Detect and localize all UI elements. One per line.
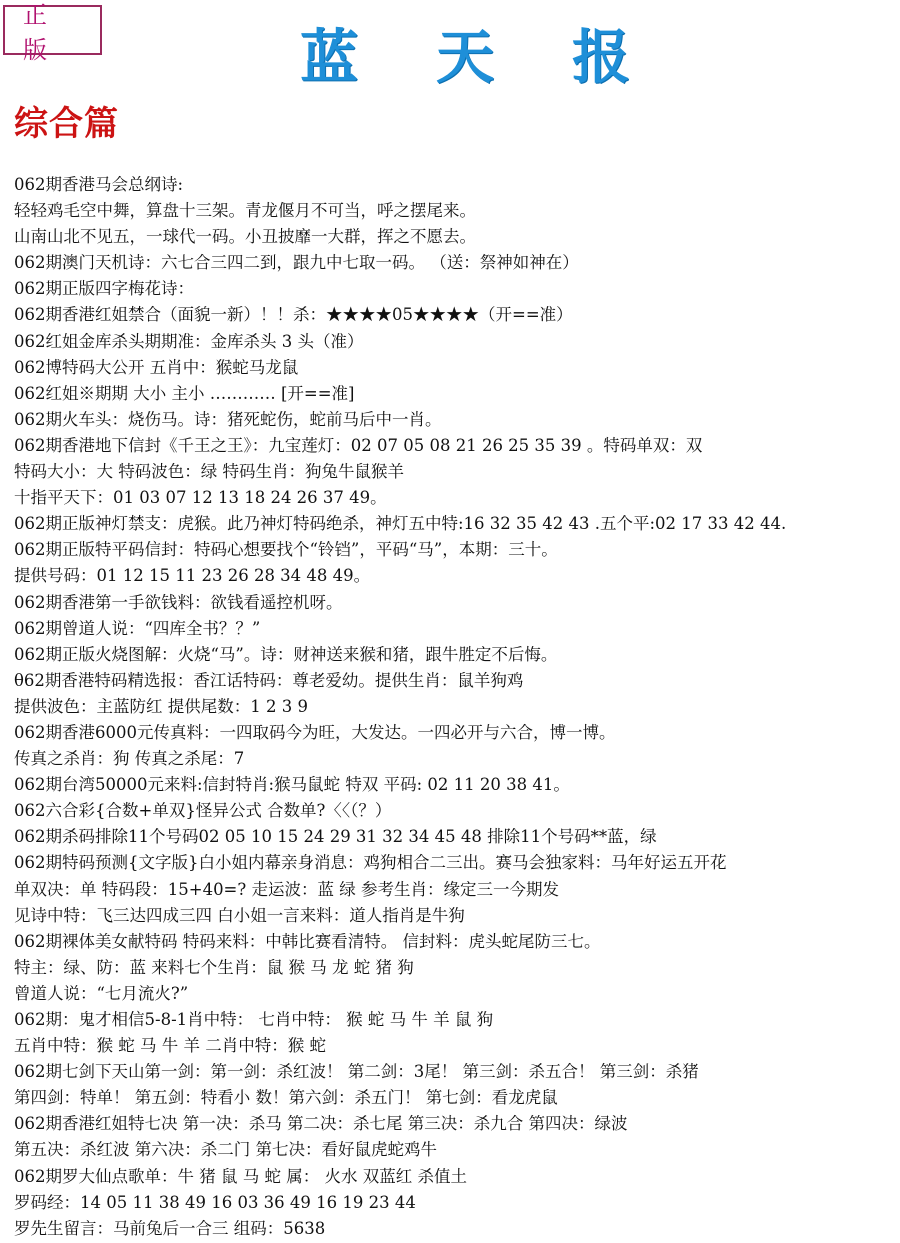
text-line: 062期正版四字梅花诗： [14, 279, 194, 299]
text-line: 单双决：单 特码段：15+40=? 走运波：蓝 绿 参考生肖：缘定三一今期发 [14, 879, 559, 899]
text-line: 062期香港红姐禁合（面貌一新）！！杀：★★★★05★★★★（开==准） [14, 305, 573, 325]
text-line: 062期正版火烧图解：火烧“马”。诗：财神送来猴和猪，跟牛胜定不后悔。 [14, 644, 558, 664]
text-line: 062红姐金库杀头期期准：金库杀头 3 头（准） [14, 331, 364, 351]
text-line: 062博特码大公开 五肖中：猴蛇马龙鼠 [14, 357, 299, 377]
text-line: 罗先生留言：马前兔后一合三 组码：5638 [14, 1218, 326, 1238]
section-title: 综合篇 [14, 104, 119, 144]
article-body [14, 172, 894, 1242]
text-line: 062期火车头：烧伤马。诗：猪死蛇伤，蛇前马后中一肖。 [14, 409, 442, 429]
text-line: 062期香港第一手欲钱料：欲钱看遥控机呀。 [14, 592, 343, 612]
text-line: 062期罗大仙点歌单：牛 猪 鼠 马 蛇 属： 火水 双蓝红 杀值土 [14, 1166, 467, 1186]
text-line: 提供号码：01 12 15 11 23 26 28 34 48 49。 [14, 566, 371, 586]
text-line: 062期裸体美女献特码 特码来料：中韩比赛看清特。 信封料：虎头蛇尾防三七。 [14, 931, 601, 951]
text-line: 062期香港红姐特七决 第一决：杀马 第二决：杀七尾 第三决：杀九合 第四决：绿波 [14, 1114, 628, 1134]
stamp-text: 正版 [23, 1, 69, 64]
text-line: 特主：绿、防：蓝 来料七个生肖：鼠 猴 马 龙 蛇 猪 狗 [14, 957, 414, 977]
genuine-edition-stamp [3, 1, 102, 64]
text-line: 062期香港地下信封《千王之王》：九宝莲灯：02 07 05 08 21 26 25 35 39 。特码单双：双 [14, 435, 703, 455]
text-line: θ62期香港特码精选报：香江话特码：尊老爱幼。提供生肖：鼠羊狗鸡 [14, 670, 524, 690]
text-line: 062期曾道人说：“四库全书？？” [14, 618, 261, 638]
text-line: 第四剑：特单！ 第五剑：特看小 数！第六剑：杀五门！ 第七剑：看龙虎鼠 [14, 1088, 558, 1108]
masthead-char-3: 报 [571, 23, 630, 91]
text-line: 062期澳门天机诗：六七合三四二到，跟九中七取一码。 （送：祭神如神在） [14, 253, 579, 273]
text-line: 提供波色：主蓝防红 提供尾数：1 2 3 9 [14, 696, 308, 716]
text-line: 十指平天下：01 03 07 12 13 18 24 26 37 49。 [14, 488, 387, 508]
text-line: 062期正版特平码信封：特码心想要找个“铃铛”，平码“马”，本期：三十。 [14, 540, 558, 560]
masthead-char-1: 蓝 [300, 23, 359, 91]
text-line: 062期香港6000元传真料：一四取码今为旺，大发达。一四必开与六合，博一博。 [14, 722, 616, 742]
text-line: 山南山北不见五，一球代一码。小丑披靡一大群，挥之不愿去。 [14, 227, 476, 247]
text-line: 第五决：杀红波 第六决：杀二门 第七决：看好鼠虎蛇鸡牛 [14, 1140, 437, 1160]
text-line: 062期正版神灯禁支：虎猴。此乃神灯特码绝杀，神灯五中特:16 32 35 42 43 .五个平:02 17 33 42 44. [14, 514, 787, 534]
text-line: 062期台湾50000元来料:信封特肖:猴马鼠蛇 特双 平码: 02 11 20 38 41。 [14, 775, 570, 795]
text-line: 特码大小：大 特码波色：绿 特码生肖：狗兔牛鼠猴羊 [14, 462, 404, 482]
text-line: 罗码经：14 05 11 38 49 16 03 36 49 16 19 23 44 [14, 1192, 416, 1212]
text-line: 五肖中特：猴 蛇 马 牛 羊 二肖中特：猴 蛇 [14, 1036, 326, 1056]
text-line: 062期七剑下天山第一剑：第一剑：杀红波！ 第二剑：3尾！ 第三剑：杀五合！ 第三剑：杀猪 [14, 1062, 699, 1082]
text-line: 轻轻鸡毛空中舞，算盘十三架。青龙偃月不可当，呼之摆尾来。 [14, 201, 476, 221]
text-line: 062红姐※期期 大小 主小 ………… [开==准] [14, 383, 355, 403]
text-line: 传真之杀肖：狗 传真之杀尾：7 [14, 749, 245, 769]
text-line: 曾道人说：“七月流火?” [14, 983, 189, 1003]
text-line: 062期特码预测{文字版}白小姐内幕亲身消息：鸡狗相合二三出。赛马会独家料：马年好运五开花 [14, 853, 727, 873]
text-line: 062期杀码排除11个号码02 05 10 15 24 29 31 32 34 45 48 排除11个号码**蓝，绿 [14, 827, 657, 847]
newspaper-masthead [300, 12, 630, 92]
masthead-char-2: 天 [435, 23, 494, 91]
text-line: 062六合彩{合数+单双}怪异公式 合数单?〈〈（？） [14, 801, 392, 821]
text-line: 062期香港马会总纲诗: [14, 175, 184, 194]
text-line: 见诗中特：飞三达四成三四 白小姐一言来料：道人指肖是牛狗 [14, 905, 465, 925]
text-line: 062期：鬼才相信5-8-1肖中特： 七肖中特： 猴 蛇 马 牛 羊 鼠 狗 [14, 1010, 494, 1029]
